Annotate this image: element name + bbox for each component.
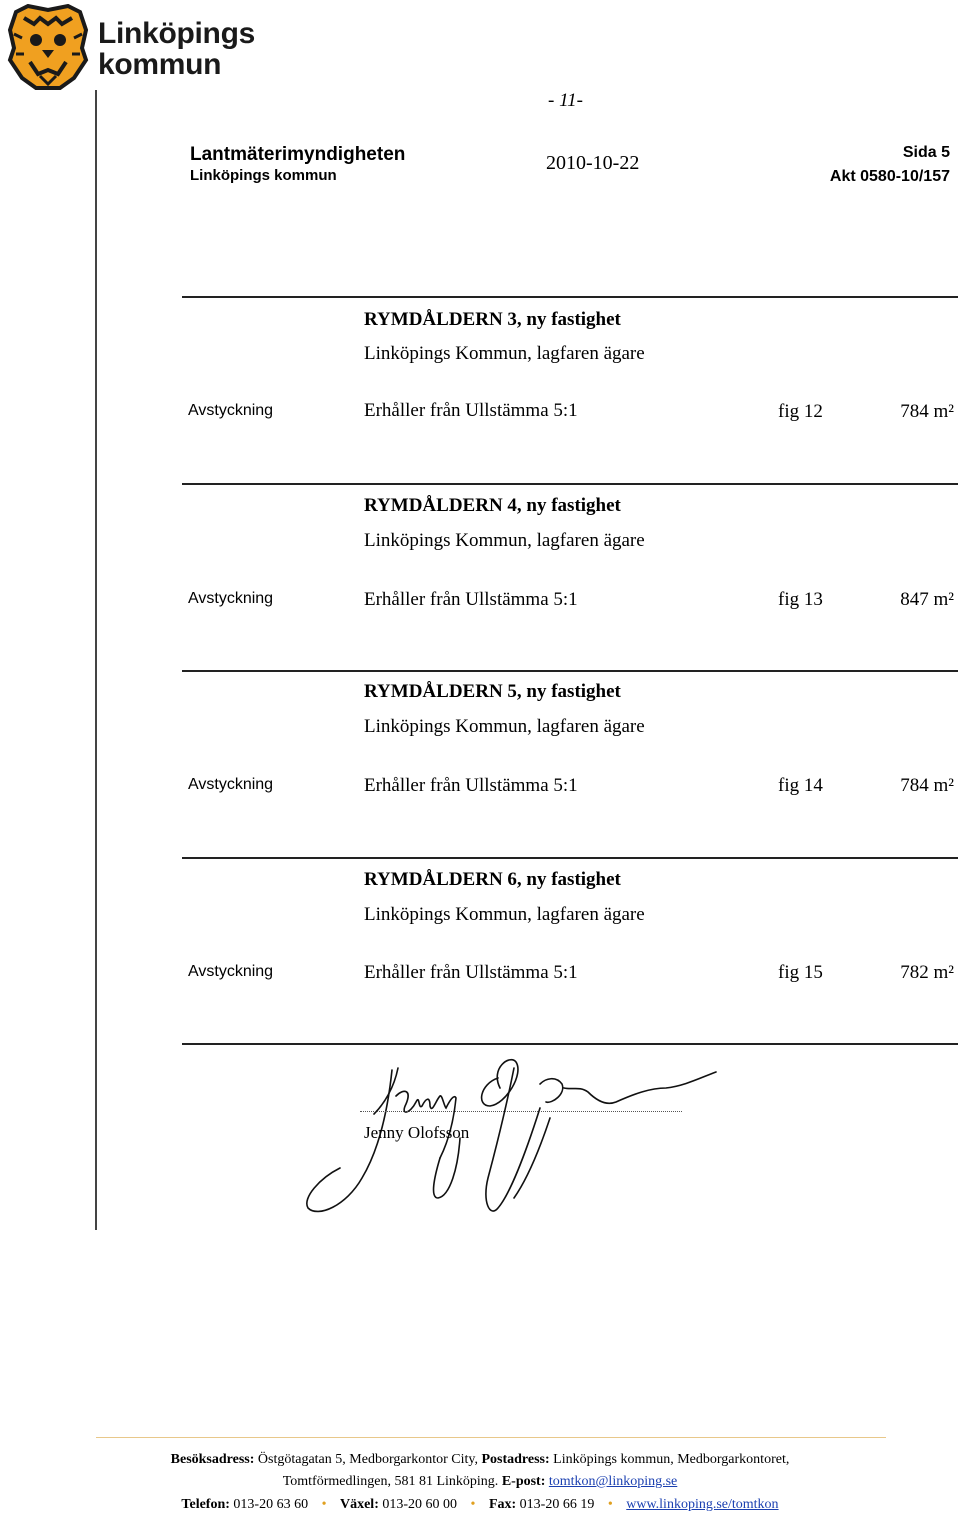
authority-subtitle: Linköpings kommun [190, 167, 337, 184]
property-title: RYMDÅLDERN 3, ny fastighet [364, 309, 621, 330]
figure-reference: fig 12 [778, 401, 823, 422]
authority-name: Lantmäterimyndigheten [190, 144, 406, 165]
figure-reference: fig 14 [778, 775, 823, 796]
signer-name: Jenny Olofsson [364, 1123, 470, 1142]
lion-emblem-icon [6, 4, 90, 90]
footer-contact-line [0, 1497, 960, 1513]
section-divider [182, 296, 958, 298]
transaction-description: Erhåller från Ullstämma 5:1 [364, 589, 578, 610]
property-owner: Linköpings Kommun, lagfaren ägare [364, 343, 645, 364]
transaction-type: Avstyckning [188, 776, 274, 793]
section-divider [182, 483, 958, 485]
document-case-number: Akt 0580-10/157 [829, 168, 950, 185]
transaction-description: Erhåller från Ullstämma 5:1 [364, 400, 578, 421]
email-label: E-post: [501, 1474, 546, 1489]
area-value: 784 m² [900, 775, 954, 796]
municipality-logo [6, 4, 306, 92]
transaction-type: Avstyckning [188, 963, 274, 980]
visit-address-label: Besöksadress: [170, 1452, 255, 1467]
transaction-type: Avstyckning [188, 402, 274, 419]
document-page-indicator: Sida 5 [902, 144, 950, 161]
section-divider [182, 1043, 958, 1045]
left-margin-rule [95, 90, 97, 1230]
section-divider [182, 857, 958, 859]
bullet-icon: • [470, 1497, 476, 1512]
footer-address-line [0, 1452, 960, 1468]
bullet-icon: • [321, 1497, 327, 1512]
fax-number: 013-20 66 19 [519, 1497, 595, 1512]
transaction-description: Erhåller från Ullstämma 5:1 [364, 775, 578, 796]
email-link[interactable]: tomtkon@linkoping.se [548, 1474, 678, 1489]
postal-address-continued: Tomtförmedlingen, 581 81 Linköping. [282, 1474, 499, 1489]
switchboard-number: 013-20 60 00 [382, 1497, 458, 1512]
transaction-type: Avstyckning [188, 590, 274, 607]
property-owner: Linköpings Kommun, lagfaren ägare [364, 904, 645, 925]
fax-label: Fax: [488, 1497, 517, 1512]
footer-divider [96, 1437, 886, 1438]
postal-address: Linköpings kommun, Medborgarkontoret, [553, 1452, 790, 1467]
section-divider [182, 670, 958, 672]
area-value: 847 m² [900, 589, 954, 610]
property-owner: Linköpings Kommun, lagfaren ägare [364, 716, 645, 737]
page-number: - 11- [548, 90, 583, 111]
postal-address-label: Postadress: [481, 1452, 550, 1467]
figure-reference: fig 15 [778, 962, 823, 983]
transaction-description: Erhåller från Ullstämma 5:1 [364, 962, 578, 983]
bullet-icon: • [607, 1497, 613, 1512]
logo-line-2: kommun [98, 48, 222, 81]
visit-address: Östgötagatan 5, Medborgarkontor City, [257, 1452, 478, 1467]
phone-number: 013-20 63 60 [233, 1497, 309, 1512]
logo-line-1: Linköpings [98, 17, 255, 50]
property-title: RYMDÅLDERN 6, ny fastighet [364, 869, 621, 890]
area-value: 782 m² [900, 962, 954, 983]
property-title: RYMDÅLDERN 5, ny fastighet [364, 681, 621, 702]
property-owner: Linköpings Kommun, lagfaren ägare [364, 530, 645, 551]
phone-label: Telefon: [181, 1497, 230, 1512]
logo-wordmark [98, 18, 255, 80]
document-date: 2010-10-22 [546, 152, 640, 174]
property-title: RYMDÅLDERN 4, ny fastighet [364, 495, 621, 516]
footer-email-line [0, 1474, 960, 1490]
website-link[interactable]: www.linkoping.se/tomtkon [626, 1497, 779, 1512]
signature-line [360, 1111, 682, 1112]
switchboard-label: Växel: [339, 1497, 379, 1512]
area-value: 784 m² [900, 401, 954, 422]
figure-reference: fig 13 [778, 589, 823, 610]
